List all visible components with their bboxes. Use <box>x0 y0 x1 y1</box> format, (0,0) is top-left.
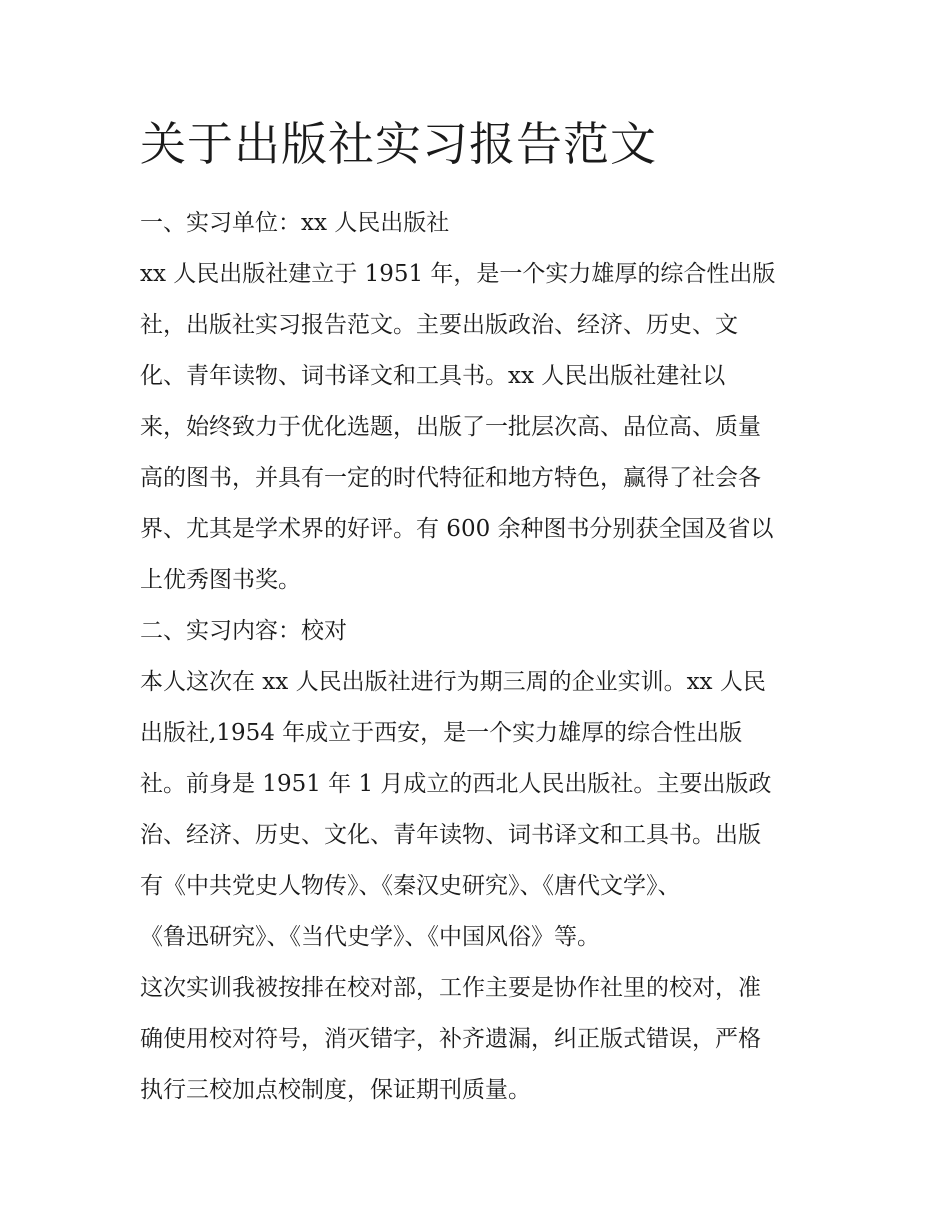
paragraph-line: 确使用校对符号，消灭错字，补齐遗漏，纠正版式错误，严格 <box>140 1026 761 1052</box>
paragraph-line: 界、尤其是学术界的好评。有 600 余种图书分别获全国及省以 <box>140 516 774 542</box>
paragraph-line: 本人这次在 xx 人民出版社进行为期三周的企业实训。xx 人民 <box>140 669 766 695</box>
document-title: 关于出版社实习报告范文 <box>140 117 657 171</box>
paragraph-line: 执行三校加点校制度，保证期刊质量。 <box>140 1077 531 1103</box>
paragraph-line: xx 人民出版社建立于 1951 年，是一个实力雄厚的综合性出版 <box>140 261 776 287</box>
paragraph-line: 高的图书，并具有一定的时代特征和地方特色，赢得了社会各 <box>140 465 761 491</box>
paragraph-line: 《鲁迅研究》、《当代史学》、《中国风俗》等。 <box>140 924 600 950</box>
paragraph-line: 这次实训我被按排在校对部，工作主要是协作社里的校对，准 <box>140 975 761 1001</box>
paragraph-line: 上优秀图书奖。 <box>140 567 301 593</box>
section-heading-internship-unit: 一、实习单位：xx 人民出版社 <box>140 210 450 236</box>
paragraph-line: 治、经济、历史、文化、青年读物、词书译文和工具书。出版 <box>140 822 761 848</box>
section-heading-internship-content: 二、实习内容：校对 <box>140 618 347 644</box>
paragraph-line: 化、青年读物、词书译文和工具书。xx 人民出版社建社以 <box>140 363 726 389</box>
document-body <box>140 198 830 1116</box>
paragraph-line: 出版社,1954 年成立于西安，是一个实力雄厚的综合性出版 <box>140 720 743 746</box>
paragraph-line: 社，出版社实习报告范文。主要出版政治、经济、历史、文 <box>140 312 738 338</box>
paragraph-line: 来，始终致力于优化选题，出版了一批层次高、品位高、质量 <box>140 414 761 440</box>
paragraph-line: 社。前身是 1951 年 1 月成立的西北人民出版社。主要出版政 <box>140 771 772 797</box>
paragraph-line: 有《中共党史人物传》、《秦汉史研究》、《唐代文学》、 <box>140 873 681 899</box>
